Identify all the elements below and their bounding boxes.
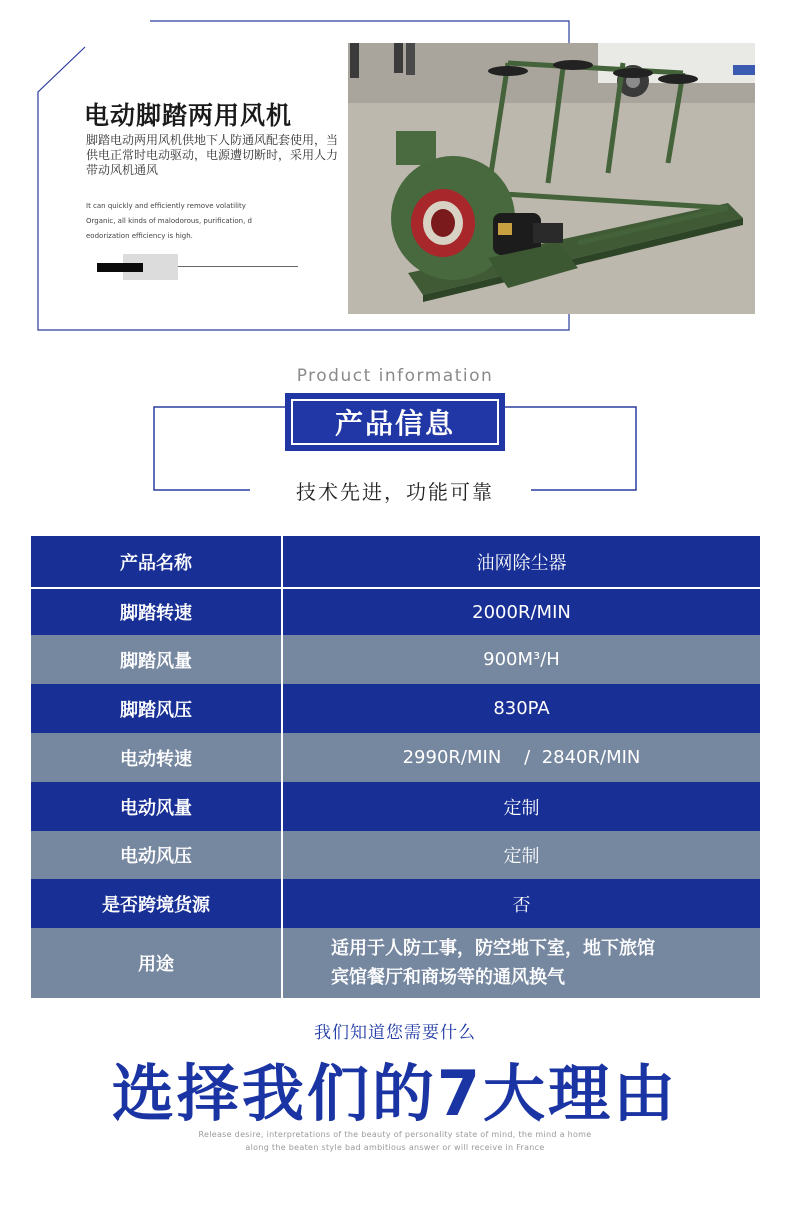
product-photo (348, 43, 755, 314)
pedal-fan-illustration (348, 43, 755, 314)
spec-label: 脚踏风量 (31, 635, 283, 684)
spec-value: 油网除尘器 (476, 552, 567, 574)
spec-table (31, 536, 760, 998)
table-row (31, 733, 760, 782)
table-row (31, 589, 760, 635)
spec-value: 2990R/MIN / 2840R/MIN (402, 747, 641, 768)
spec-label: 产品名称 (31, 536, 283, 587)
spec-label: 是否跨境货源 (31, 879, 283, 928)
table-row (31, 635, 760, 684)
spec-value: 否 (512, 894, 531, 916)
hero-english-text: It can quickly and efficiently remove volatility Organic, all kinds of malodorous, purification, d eodorization efficiency is high. (86, 202, 252, 240)
spec-value: 830PA (493, 698, 550, 719)
spec-value: 定制 (503, 846, 540, 867)
hero-title: 电动脚踏两用风机 (84, 101, 293, 130)
table-row (31, 536, 760, 587)
section-title-badge (285, 393, 505, 451)
table-row (31, 879, 760, 928)
reasons-subtitle: 我们知道您需要什么 (314, 1023, 476, 1043)
spec-label: 脚踏转速 (31, 589, 283, 635)
spec-label: 脚踏风压 (31, 684, 283, 733)
spec-label: 电动风量 (31, 782, 283, 831)
spec-value: 2000R/MIN (472, 601, 571, 623)
spec-value-usage (283, 928, 760, 998)
reasons-title: 选择我们的7大理由 (111, 1057, 679, 1130)
section-title: 产品信息 (291, 399, 499, 445)
section-english-title: Product information (296, 366, 494, 386)
section-slogan: 技术先进，功能可靠 (296, 480, 494, 504)
reasons-english-line-1: Release desire, interpretations of the beauty of personality state of mind, the mind a home (198, 1130, 592, 1139)
table-row (31, 831, 760, 879)
spec-value: 900M³/H (483, 649, 560, 670)
spec-label: 电动转速 (31, 733, 283, 782)
table-row (31, 782, 760, 831)
decor-bar-dark (97, 263, 143, 272)
hero-description: 脚踏电动两用风机供地下人防通风配套使用，当供电正常时电动驱动，电源遭切断时，采用人力带动风机通风 (86, 133, 339, 177)
usage-line-2: 宾馆餐厅和商场等的通风换气 (331, 967, 565, 988)
reasons-english-text (150, 1128, 640, 1154)
table-row (31, 684, 760, 733)
spec-label: 电动风压 (31, 831, 283, 879)
table-row (31, 928, 760, 998)
spec-value: 定制 (503, 797, 540, 819)
decor-line (178, 266, 298, 267)
reasons-english-line-2: along the beaten style bad ambitious answer or will receive in France (245, 1143, 545, 1152)
usage-line-1: 适用于人防工事，防空地下室，地下旅馆 (331, 938, 655, 959)
spec-label: 用途 (31, 928, 283, 998)
